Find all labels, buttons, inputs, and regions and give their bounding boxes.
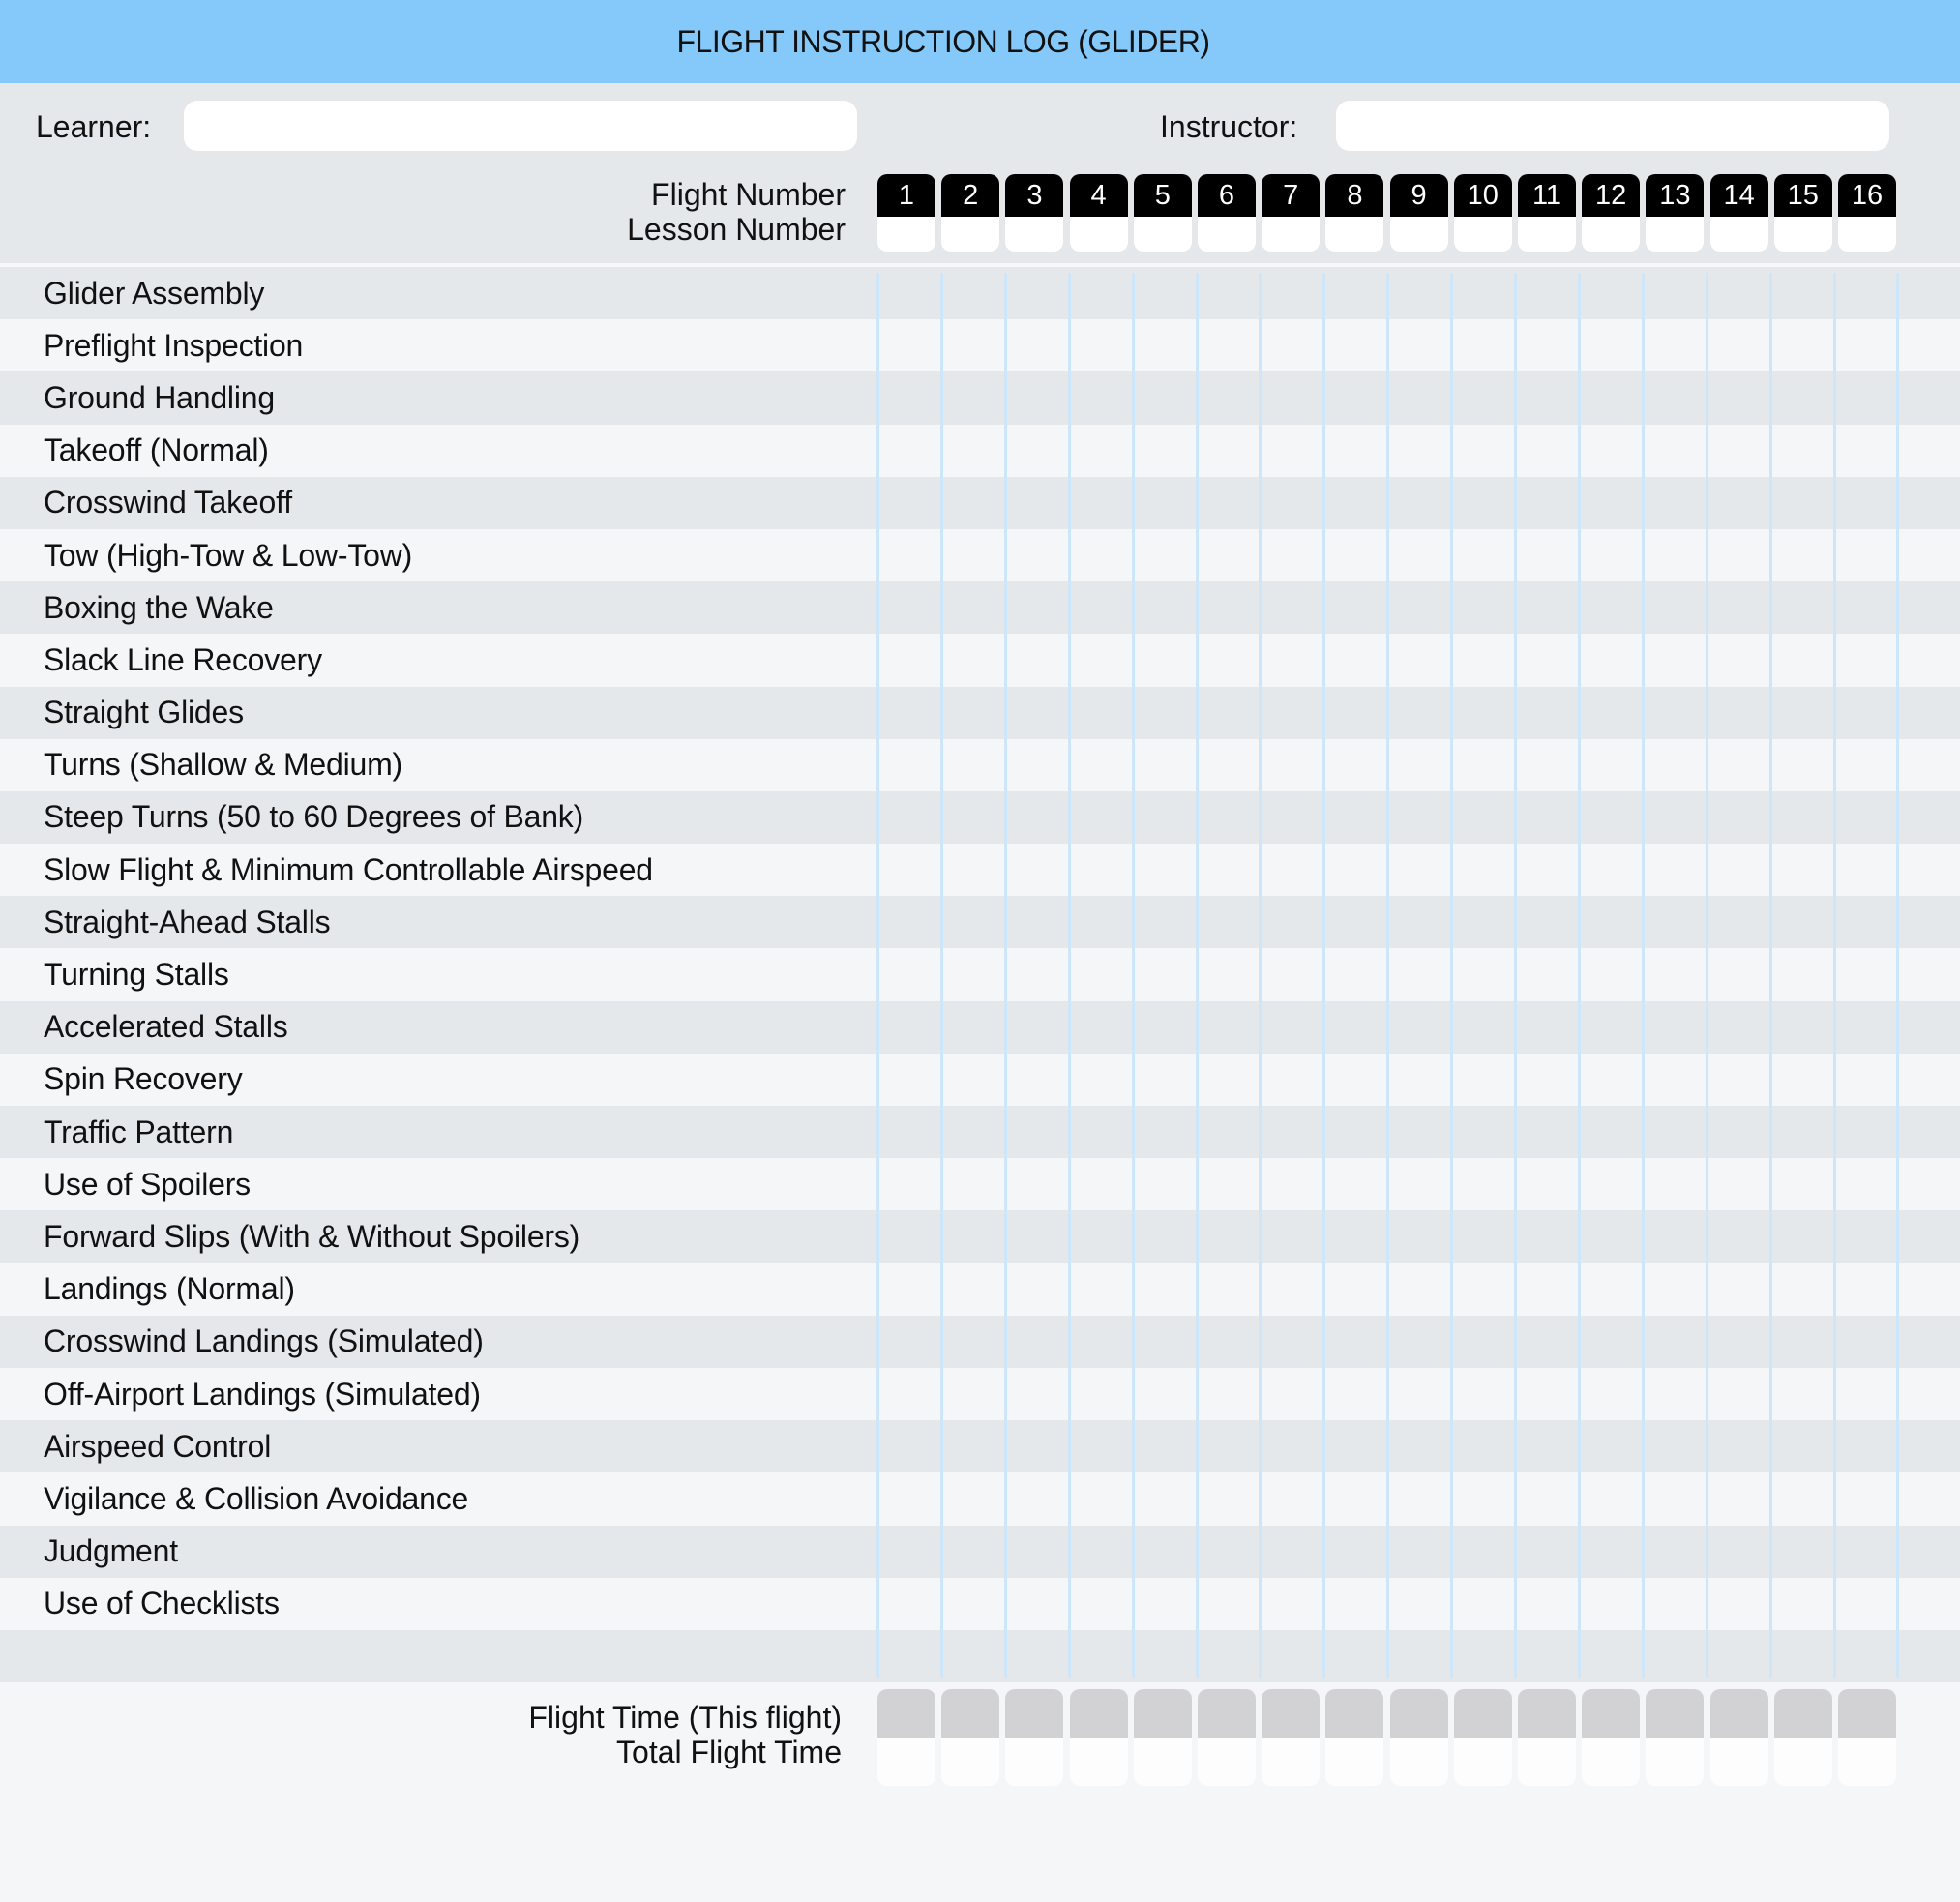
- flight-number-label: Flight Number: [651, 177, 846, 212]
- maneuver-label: Judgment: [44, 1533, 178, 1569]
- flight-column-header: [941, 174, 999, 252]
- flight-number-badge: 1: [877, 174, 935, 217]
- flight-time-cell[interactable]: [1262, 1689, 1320, 1738]
- total-flight-time-cell[interactable]: [1070, 1738, 1128, 1786]
- table-row: [0, 1420, 1960, 1472]
- instructor-field[interactable]: [1336, 101, 1889, 151]
- table-row: [0, 1368, 1960, 1420]
- maneuver-label: Vigilance & Collision Avoidance: [44, 1480, 469, 1516]
- instructor-label: Instructor:: [1160, 109, 1298, 144]
- total-flight-time-cell[interactable]: [1198, 1738, 1256, 1786]
- lesson-number-cell[interactable]: [1070, 217, 1128, 252]
- lesson-number-cell[interactable]: [1005, 217, 1063, 252]
- flight-time-column: [1838, 1689, 1896, 1786]
- total-flight-time-cell[interactable]: [877, 1738, 935, 1786]
- grid-line: [1706, 273, 1708, 1678]
- maneuver-label: Forward Slips (With & Without Spoilers): [44, 1218, 580, 1254]
- flight-time-cell[interactable]: [1582, 1689, 1640, 1738]
- total-flight-time-cell[interactable]: [1454, 1738, 1512, 1786]
- maneuver-label: Steep Turns (50 to 60 Degrees of Bank): [44, 799, 584, 835]
- lesson-number-cell[interactable]: [1646, 217, 1704, 252]
- lesson-number-label: Lesson Number: [627, 212, 846, 247]
- table-row: [0, 896, 1960, 948]
- table-row: [0, 948, 1960, 1000]
- flight-time-column: [1005, 1689, 1063, 1786]
- lesson-number-cell[interactable]: [1774, 217, 1832, 252]
- total-flight-time-cell[interactable]: [1646, 1738, 1704, 1786]
- flight-column-header: [1710, 174, 1768, 252]
- flight-number-badge: 14: [1710, 174, 1768, 217]
- grid-line: [940, 273, 943, 1678]
- grid-line: [1322, 273, 1325, 1678]
- grid-line: [1132, 273, 1135, 1678]
- flight-column-header: [1005, 174, 1063, 252]
- grid-line: [1196, 273, 1199, 1678]
- table-row: [0, 529, 1960, 581]
- grid-line: [1642, 273, 1645, 1678]
- flight-time-column: [1325, 1689, 1383, 1786]
- maneuver-label: Ground Handling: [44, 379, 275, 415]
- total-flight-time-cell[interactable]: [1325, 1738, 1383, 1786]
- header-bar: [0, 0, 1960, 83]
- flight-time-column: [1262, 1689, 1320, 1786]
- flight-time-label: Flight Time (This flight): [528, 1700, 842, 1735]
- lesson-number-cell[interactable]: [1838, 217, 1896, 252]
- grid-line: [1259, 273, 1262, 1678]
- grid-line: [1896, 273, 1899, 1678]
- flight-time-column: [1774, 1689, 1832, 1786]
- maneuver-label: Slow Flight & Minimum Controllable Airspeed: [44, 851, 653, 887]
- table-row: [0, 1578, 1960, 1630]
- flight-column-header: [1774, 174, 1832, 252]
- flight-time-column: [1710, 1689, 1768, 1786]
- flight-column-header: [1390, 174, 1448, 252]
- maneuver-label: Use of Checklists: [44, 1586, 280, 1621]
- maneuver-label: Crosswind Landings (Simulated): [44, 1323, 484, 1359]
- flight-time-column: [1070, 1689, 1128, 1786]
- flight-column-header: [1070, 174, 1128, 252]
- maneuver-label: Preflight Inspection: [44, 327, 304, 363]
- total-flight-time-cell[interactable]: [1774, 1738, 1832, 1786]
- maneuver-table: [0, 267, 1960, 1682]
- total-flight-time-cell[interactable]: [1134, 1738, 1192, 1786]
- total-flight-time-cell[interactable]: [941, 1738, 999, 1786]
- table-row: [0, 1210, 1960, 1263]
- maneuver-label: Crosswind Takeoff: [44, 485, 292, 520]
- grid-line: [876, 273, 879, 1678]
- table-row: [0, 1316, 1960, 1368]
- flight-number-badge: 15: [1774, 174, 1832, 217]
- grid-line: [1769, 273, 1772, 1678]
- flight-column-header: [877, 174, 935, 252]
- table-row: [0, 1001, 1960, 1054]
- lesson-number-cell[interactable]: [941, 217, 999, 252]
- maneuver-label: Turns (Shallow & Medium): [44, 747, 403, 783]
- flight-number-badge: 2: [941, 174, 999, 217]
- lesson-number-cell[interactable]: [1198, 217, 1256, 252]
- maneuver-label: Turning Stalls: [44, 957, 229, 993]
- flight-time-cell[interactable]: [877, 1689, 935, 1738]
- maneuver-label: Straight-Ahead Stalls: [44, 904, 331, 939]
- table-row: [0, 371, 1960, 424]
- grid-line: [1004, 273, 1007, 1678]
- flight-column-header: [1582, 174, 1640, 252]
- flight-column-header: [1325, 174, 1383, 252]
- maneuver-label: Slack Line Recovery: [44, 641, 322, 677]
- flight-number-badge: 10: [1454, 174, 1512, 217]
- flight-column-header: [1646, 174, 1704, 252]
- flight-time-cell[interactable]: [1134, 1689, 1192, 1738]
- maneuver-label: Traffic Pattern: [44, 1114, 234, 1149]
- learner-field[interactable]: [184, 101, 857, 151]
- flight-number-badge: 6: [1198, 174, 1256, 217]
- grid-line: [1386, 273, 1389, 1678]
- flight-number-badge: 12: [1582, 174, 1640, 217]
- maneuver-label: Boxing the Wake: [44, 589, 274, 625]
- flight-time-cell[interactable]: [941, 1689, 999, 1738]
- total-flight-time-label: Total Flight Time: [616, 1735, 842, 1769]
- flight-time-column: [1646, 1689, 1704, 1786]
- flight-time-column: [877, 1689, 935, 1786]
- flight-time-cell[interactable]: [1838, 1689, 1896, 1738]
- flight-time-cell[interactable]: [1774, 1689, 1832, 1738]
- learner-label: Learner:: [36, 109, 152, 144]
- flight-number-badge: 8: [1325, 174, 1383, 217]
- flight-column-header: [1134, 174, 1192, 252]
- maneuver-label: Spin Recovery: [44, 1061, 243, 1097]
- flight-column-header: [1454, 174, 1512, 252]
- total-flight-time-cell[interactable]: [1582, 1738, 1640, 1786]
- maneuver-label: Off-Airport Landings (Simulated): [44, 1376, 481, 1412]
- table-row: [0, 1158, 1960, 1210]
- table-row: [0, 844, 1960, 896]
- lesson-number-cell[interactable]: [1582, 217, 1640, 252]
- flight-column-header: [1518, 174, 1576, 252]
- flight-time-column: [1134, 1689, 1192, 1786]
- lesson-number-cell[interactable]: [877, 217, 935, 252]
- flight-time-column: [1454, 1689, 1512, 1786]
- table-row: [0, 1526, 1960, 1578]
- flight-number-badge: 13: [1646, 174, 1704, 217]
- flight-column-header: [1838, 174, 1896, 252]
- table-row: [0, 425, 1960, 477]
- grid-line: [1068, 273, 1071, 1678]
- flight-time-cell[interactable]: [1454, 1689, 1512, 1738]
- maneuver-label: Glider Assembly: [44, 275, 265, 311]
- flight-number-badge: 7: [1262, 174, 1320, 217]
- flight-number-badge: 5: [1134, 174, 1192, 217]
- table-row: [0, 477, 1960, 529]
- table-row: [0, 687, 1960, 739]
- flight-column-header: [1262, 174, 1320, 252]
- lesson-number-cell[interactable]: [1710, 217, 1768, 252]
- flight-time-column: [1518, 1689, 1576, 1786]
- flight-time-column: [1582, 1689, 1640, 1786]
- flight-time-column: [1198, 1689, 1256, 1786]
- maneuver-label: Landings (Normal): [44, 1271, 295, 1307]
- maneuver-label: Straight Glides: [44, 695, 244, 730]
- grid-line: [1450, 273, 1453, 1678]
- flight-number-badge: 3: [1005, 174, 1063, 217]
- lesson-number-cell[interactable]: [1134, 217, 1192, 252]
- table-row: [0, 634, 1960, 686]
- maneuver-label: Takeoff (Normal): [44, 432, 269, 468]
- grid-line: [1833, 273, 1836, 1678]
- grid-line: [1514, 273, 1517, 1678]
- table-row: [0, 791, 1960, 844]
- flight-time-cell[interactable]: [1390, 1689, 1448, 1738]
- table-row: [0, 1472, 1960, 1525]
- table-row: [0, 1630, 1960, 1682]
- total-flight-time-cell[interactable]: [1518, 1738, 1576, 1786]
- maneuver-label: Tow (High-Tow & Low-Tow): [44, 537, 413, 573]
- flight-number-badge: 9: [1390, 174, 1448, 217]
- flight-time-cell[interactable]: [1070, 1689, 1128, 1738]
- flight-time-cell[interactable]: [1325, 1689, 1383, 1738]
- total-flight-time-cell[interactable]: [1838, 1738, 1896, 1786]
- lesson-number-cell[interactable]: [1390, 217, 1448, 252]
- grid-line: [1578, 273, 1581, 1678]
- lesson-number-cell[interactable]: [1325, 217, 1383, 252]
- flight-time-labels: [426, 1700, 842, 1769]
- lesson-number-cell[interactable]: [1518, 217, 1576, 252]
- table-row: [0, 319, 1960, 371]
- table-row: [0, 267, 1960, 319]
- table-row: [0, 581, 1960, 634]
- lesson-number-cell[interactable]: [1262, 217, 1320, 252]
- flight-column-header: [1198, 174, 1256, 252]
- total-flight-time-cell[interactable]: [1005, 1738, 1063, 1786]
- flight-time-cell[interactable]: [1005, 1689, 1063, 1738]
- flight-time-column: [1390, 1689, 1448, 1786]
- total-flight-time-cell[interactable]: [1390, 1738, 1448, 1786]
- table-row: [0, 1106, 1960, 1158]
- table-row: [0, 1263, 1960, 1316]
- flight-number-badge: 16: [1838, 174, 1896, 217]
- table-row: [0, 1054, 1960, 1106]
- maneuver-label: Accelerated Stalls: [44, 1009, 288, 1045]
- flight-time-cell[interactable]: [1198, 1689, 1256, 1738]
- flight-number-badge: 11: [1518, 174, 1576, 217]
- flight-number-badge: 4: [1070, 174, 1128, 217]
- flight-time-column: [941, 1689, 999, 1786]
- table-row: [0, 739, 1960, 791]
- flight-time-cell[interactable]: [1646, 1689, 1704, 1738]
- maneuver-label: Airspeed Control: [44, 1428, 272, 1464]
- total-flight-time-cell[interactable]: [1710, 1738, 1768, 1786]
- flight-time-cell[interactable]: [1518, 1689, 1576, 1738]
- page-title: FLIGHT INSTRUCTION LOG (GLIDER): [676, 23, 1210, 59]
- flight-lesson-labels: [542, 177, 846, 247]
- total-flight-time-cell[interactable]: [1262, 1738, 1320, 1786]
- lesson-number-cell[interactable]: [1454, 217, 1512, 252]
- maneuver-label: Use of Spoilers: [44, 1166, 251, 1202]
- flight-time-cell[interactable]: [1710, 1689, 1768, 1738]
